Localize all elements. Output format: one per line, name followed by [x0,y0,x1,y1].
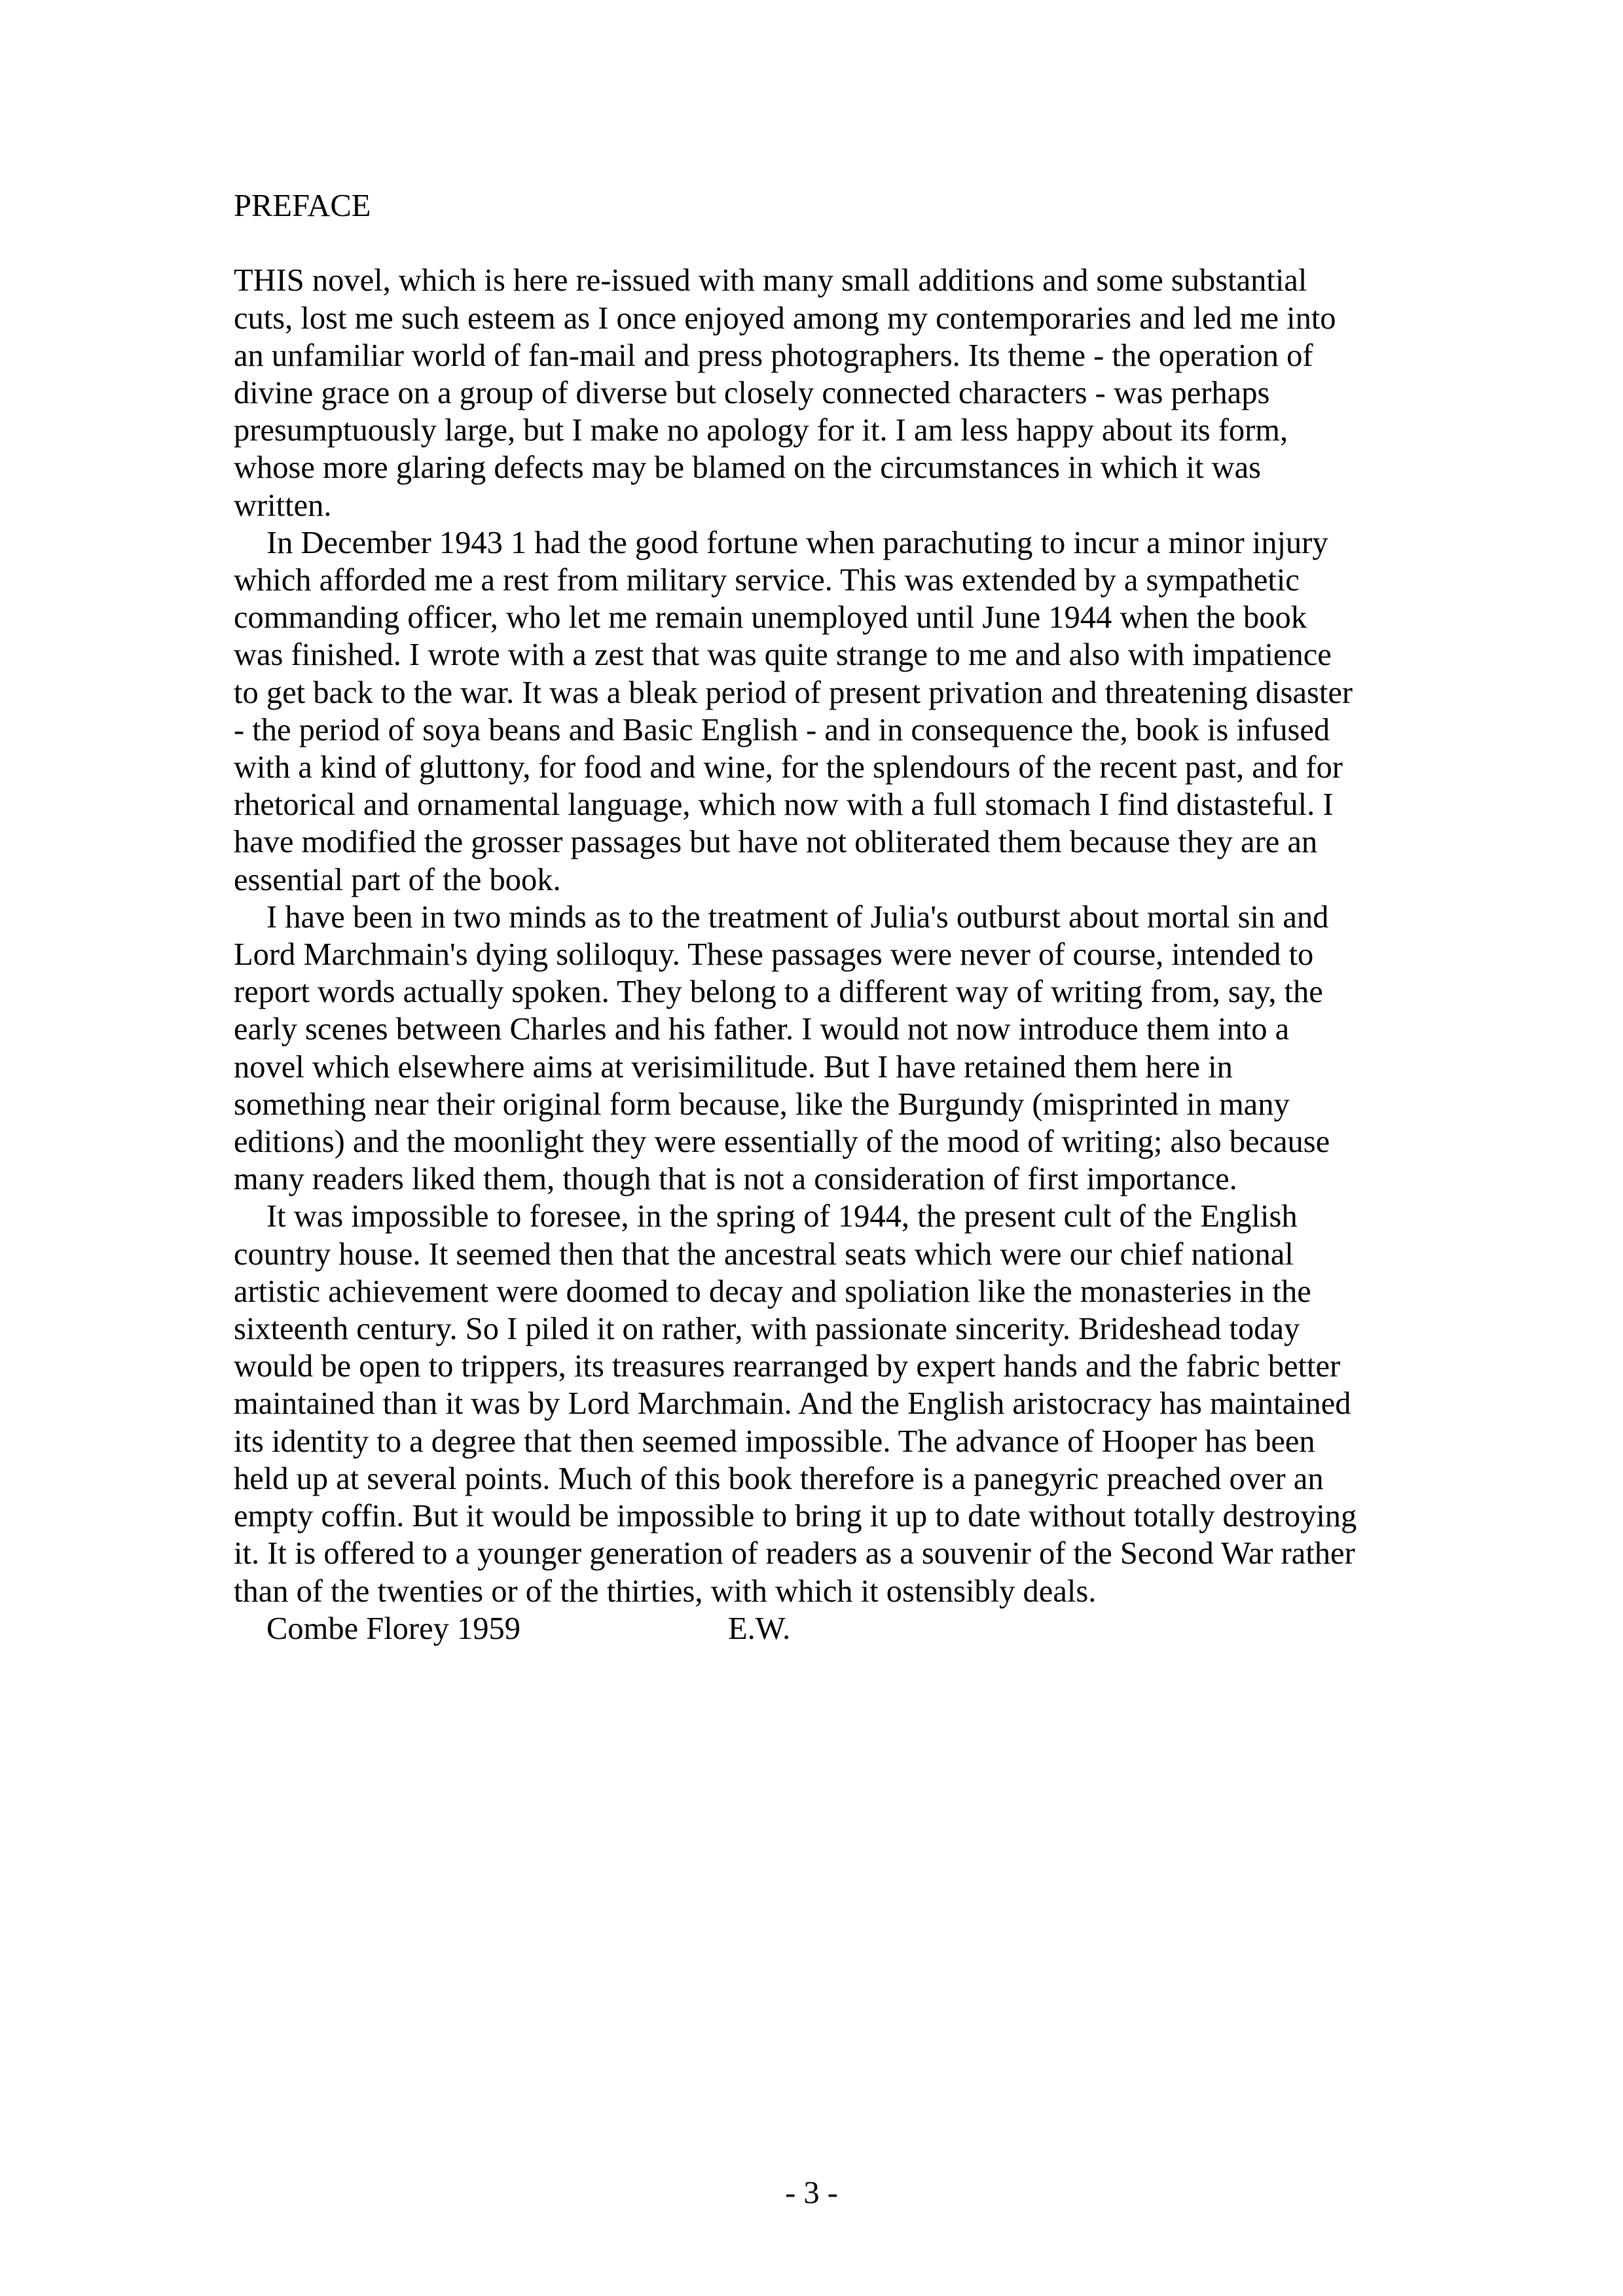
text-line: essential part of the book. [234,862,561,897]
text-line: - the period of soya beans and Basic English - and in consequence the, book is infused [234,712,1330,747]
text-line: something near their original form because, like the Burgundy (misprinted in many [234,1086,1290,1122]
paragraph-2 [234,524,1412,899]
text-line: was finished. I wrote with a zest that was quite strange to me and also with impatience [234,637,1332,673]
text-line: empty coffin. But it would be impossible to bring it up to date without totally destroying [234,1499,1357,1534]
text-line: sixteenth century. So I piled it on rather, with passionate sincerity. Brideshead today [234,1312,1300,1347]
text-line: maintained than it was by Lord Marchmain. And the English aristocracy has maintained [234,1386,1351,1422]
text-line: which afforded me a rest from military service. This was extended by a sympathetic [234,563,1300,598]
text-line: artistic achievement were doomed to decay and spoliation like the monasteries in the [234,1274,1311,1309]
text-line: cuts, lost me such esteem as I once enjoyed among my contemporaries and led me into [234,300,1336,336]
text-line: Lord Marchmain's dying soliloquy. These passages were never of course, intended to [234,937,1314,973]
text-line: editions) and the moonlight they were essentially of the mood of writing; also because [234,1124,1330,1160]
text-line: THIS novel, which is here re-issued with many small additions and some substantial [234,263,1307,298]
signoff-initials: E.W. [728,1611,791,1646]
paragraph-3 [234,899,1412,1198]
text-line: it. It is offered to a younger generation of readers as a souvenir of the Second War rather [234,1536,1355,1571]
text-line: commanding officer, who let me remain unemployed until June 1944 when the book [234,600,1307,636]
text-line: I have been in two minds as to the treatment of Julia's outburst about mortal sin and [266,899,1329,935]
text-line: In December 1943 1 had the good fortune when parachuting to incur a minor injury [266,525,1328,560]
page-number: - 3 - [785,2176,838,2210]
text-line: many readers liked them, though that is not a consideration of first importance. [234,1162,1237,1197]
text-line: It was impossible to foresee, in the spring of 1944, the present cult of the English [266,1199,1298,1234]
text-line: have modified the grosser passages but have not obliterated them because they are an [234,825,1318,860]
signoff-place-date: Combe Florey 1959 [266,1611,520,1646]
text-line: written. [234,488,332,523]
text-line: an unfamiliar world of fan-mail and press photographers. Its theme - the operation of [234,338,1313,373]
text-line: country house. It seemed then that the ancestral seats which were our chief national [234,1236,1294,1272]
text-line: divine grace on a group of diverse but closely connected characters - was perhaps [234,376,1270,410]
page-title: PREFACE [234,188,371,223]
text-line: rhetorical and ornamental language, which now with a full stomach I find distasteful. I [234,787,1334,823]
text-line: held up at several points. Much of this book therefore is a panegyric preached over an [234,1461,1324,1496]
preface-text [234,187,1412,1647]
text-line: would be open to trippers, its treasures rearranged by expert hands and the fabric better [234,1349,1341,1384]
text-line: early scenes between Charles and his father. I would not now introduce them into a [234,1012,1290,1047]
text-line: to get back to the war. It was a bleak period of present privation and threatening disaster [234,675,1353,710]
text-line: its identity to a degree that then seemed impossible. The advance of Hooper has been [234,1424,1315,1459]
heading-spacer [234,224,1412,262]
text-line: novel which elsewhere aims at verisimilitude. But I have retained them here in [234,1049,1233,1085]
text-line: than of the twenties or of the thirties, with which it ostensibly deals. [234,1573,1097,1609]
paragraph-4 [234,1198,1412,1609]
text-line: report words actually spoken. They belong to a different way of writing from, say, the [234,975,1323,1010]
text-line: whose more glaring defects may be blamed on the circumstances in which it was [234,450,1262,486]
text-line: presumptuously large, but I make no apology for it. I am less happy about its form, [234,413,1288,448]
paragraph-1 [234,262,1412,524]
text-line: with a kind of gluttony, for food and wine, for the splendours of the recent past, and for [234,750,1343,785]
signoff [234,1610,1412,1647]
